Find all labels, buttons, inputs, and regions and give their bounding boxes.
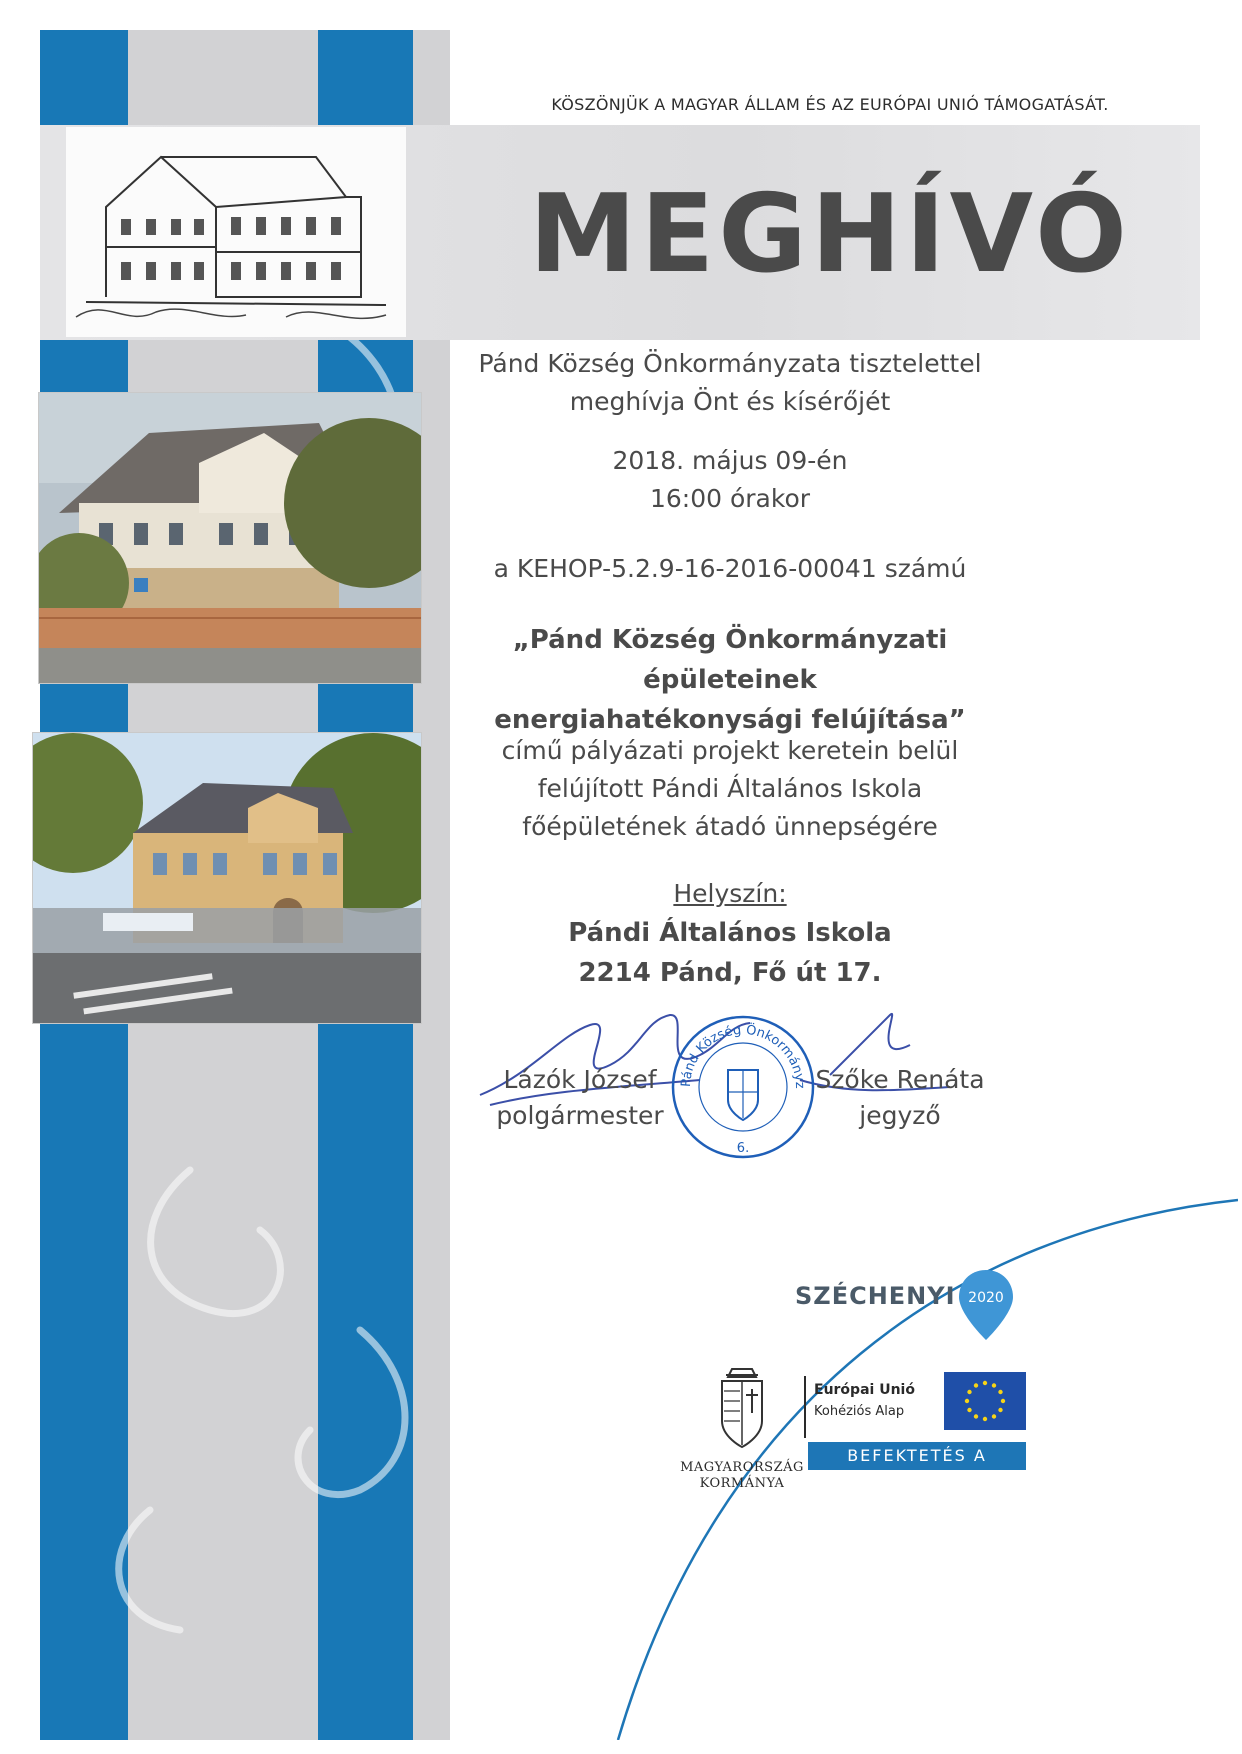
school-sketch xyxy=(66,127,406,337)
page-title: MEGHÍVÓ xyxy=(529,172,1131,297)
project-description xyxy=(440,732,1020,846)
government-line-1: MAGYARORSZÁG xyxy=(680,1460,804,1475)
school-photo-old xyxy=(38,392,422,684)
government-label xyxy=(672,1460,812,1492)
school-photo-renovated xyxy=(32,732,422,1024)
hungarian-coat-of-arms xyxy=(712,1365,772,1451)
notary-name: Szőke Renáta xyxy=(815,1065,985,1094)
project-title xyxy=(440,620,1020,740)
szechenyi-logo-text: SZÉCHENYI xyxy=(795,1282,956,1310)
stamp-text: Pánd Község Önkormányz xyxy=(678,1022,808,1089)
mayor-title-text: polgármester xyxy=(496,1101,664,1130)
eu-divider xyxy=(804,1376,806,1438)
description-line-2: felújított Pándi Általános Iskola xyxy=(537,774,923,803)
signature-notary xyxy=(800,1062,1000,1134)
event-date: 2018. május 09-én xyxy=(612,446,848,475)
invitation-intro xyxy=(450,345,1010,421)
mayor-name: Lázók József xyxy=(503,1065,657,1094)
event-time: 16:00 órakor xyxy=(649,484,811,513)
location-block xyxy=(440,875,1020,993)
szechenyi-pin-icon xyxy=(955,1266,1017,1346)
location-address: 2214 Pánd, Fő út 17. xyxy=(578,958,882,988)
eu-fund: Kohéziós Alap xyxy=(814,1404,905,1419)
eu-name: Európai Unió xyxy=(814,1382,915,1398)
intro-line-1: Pánd Község Önkormányzata tisztelettel xyxy=(478,349,982,378)
location-name: Pándi Általános Iskola xyxy=(568,918,892,948)
description-line-3: főépületének átadó ünnepségére xyxy=(522,812,938,841)
event-datetime xyxy=(450,442,1010,518)
notary-title: jegyző xyxy=(859,1101,941,1130)
invest-banner: BEFEKTETÉS A JÖVŐBE xyxy=(808,1442,1026,1470)
project-title-line-1: „Pánd Község Önkormányzati épületeinek xyxy=(512,625,948,695)
intro-line-2: meghívja Önt és kísérőjét xyxy=(569,387,891,416)
thanks-line: KÖSZÖNJÜK A MAGYAR ÁLLAM ÉS AZ EURÓPAI UNIÓ TÁMOGATÁSÁT. xyxy=(551,95,1109,114)
description-line-1: című pályázati projekt keretein belül xyxy=(501,736,959,765)
szechenyi-year: 2020 xyxy=(968,1290,1004,1306)
signature-mayor xyxy=(470,1062,690,1098)
location-label: Helyszín: xyxy=(673,879,787,908)
project-title-line-2: energiahatékonysági felújítása” xyxy=(494,705,966,735)
project-code: a KEHOP-5.2.9-16-2016-00041 számú xyxy=(493,554,967,583)
eu-flag xyxy=(944,1372,1026,1430)
stamp-number: 6. xyxy=(736,1141,750,1156)
government-line-2: KORMÁNYA xyxy=(699,1476,785,1491)
official-stamp xyxy=(668,1012,818,1162)
